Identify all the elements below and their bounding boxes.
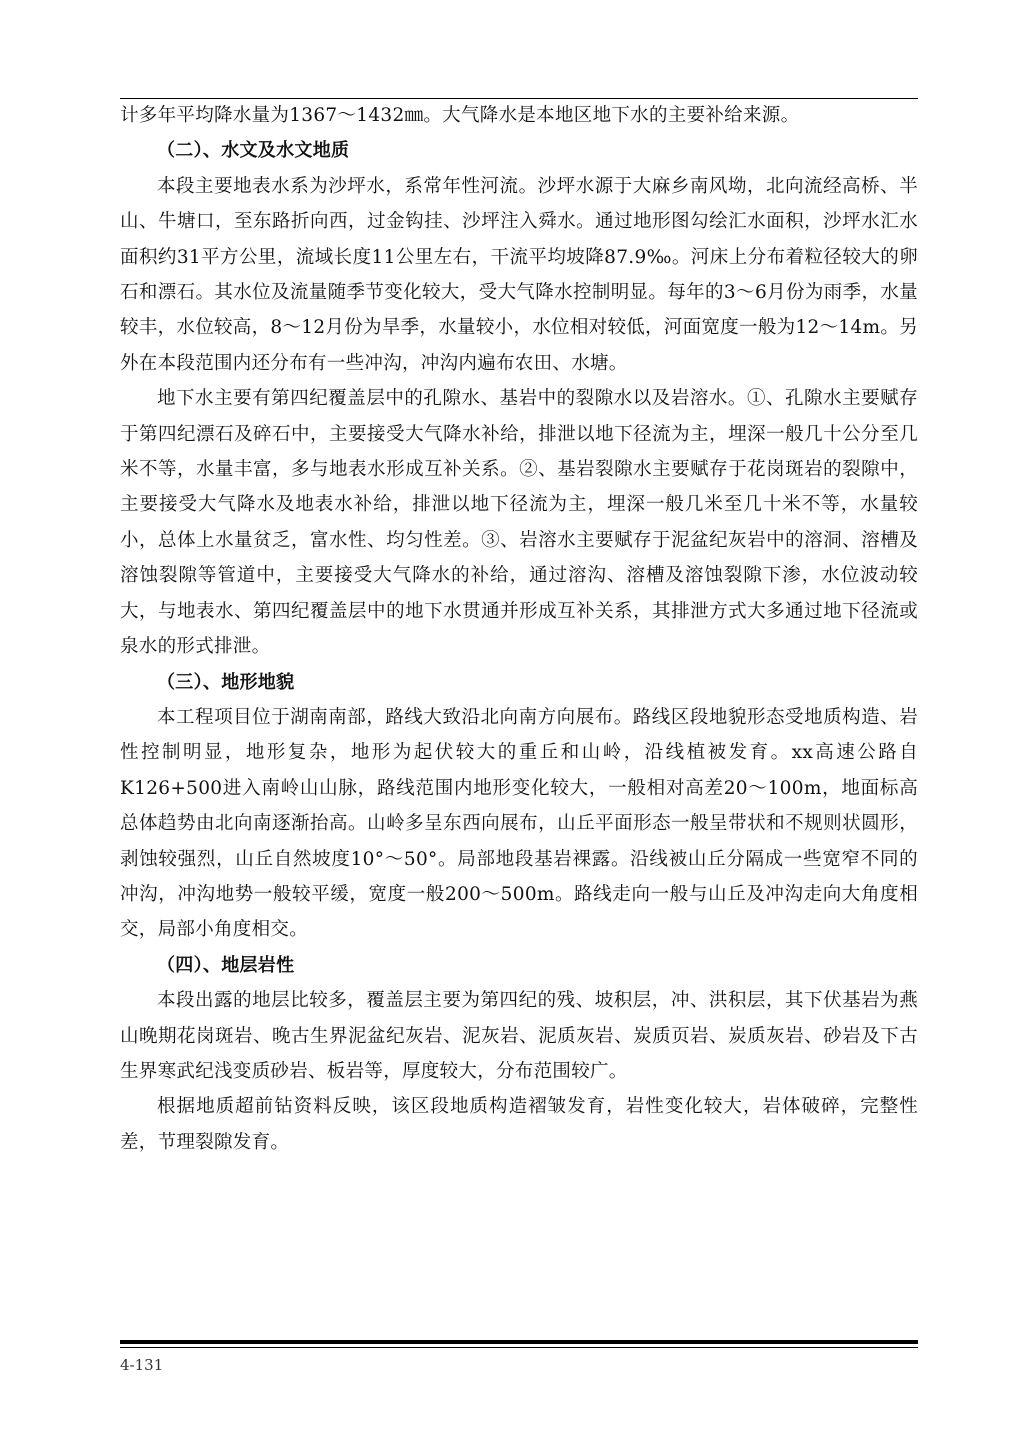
footer-rule-thick <box>120 1340 918 1344</box>
paragraph-continuation: 计多年平均降水量为1367～1432㎜。大气降水是本地区地下水的主要补给来源。 <box>120 105 800 126</box>
paragraph-drilling: 根据地质超前钻资料反映，该区段地质构造褶皱发育，岩性变化较大，岩体破碎，完整性差，节理裂隙发育。 <box>120 1096 918 1153</box>
paragraph-landform: 本工程项目位于湖南南部，路线大致沿北向南方向展布。路线区段地貌形态受地质构造、岩性控制明显，地形复杂，地形为起伏较大的重丘和山岭，沿线植被发育。xx高速公路自K126+500进入南岭山山脉，路线范围内地形变化较大，一般相对高差20～100m，地面标高总体趋势由北向南逐渐抬高。山岭多呈东西向展布，山丘平面形态一般呈带状和不规则状圆形，剥蚀较强烈，山丘自然坡度10°～50°。局部地段基岩裸露。沿线被山丘分隔成一些宽窄不同的冲沟，冲沟地势一般较平缓，宽度一般200～500m。路线走向一般与山丘及冲沟走向大角度相交，局部小角度相交。 <box>120 706 918 941</box>
paragraph-stratigraphy: 本段出露的地层比较多，覆盖层主要为第四纪的残、坡积层，冲、洪积层，其下伏基岩为燕山晚期花岗斑岩、晚古生界泥盆纪灰岩、泥灰岩、泥质灰岩、炭质页岩、炭质灰岩、砂岩及下古生界寒武纪浅变质砂岩、板岩等，厚度较大，分布范围较广。 <box>120 990 918 1082</box>
section-heading-hydrology: （二）、水文及水文地质 <box>157 140 350 162</box>
paragraph-surface-water: 本段主要地表水系为沙坪水，系常年性河流。沙坪水源于大麻乡南风坳，北向流经高桥、半山、牛塘口，至东路折向西，过金钩挂、沙坪注入舜水。通过地形图勾绘汇水面积，沙坪水汇水面积约31平方公里，流域长度11公里左右，干流平均坡降87.9‰。河床上分布着粒径较大的卵石和漂石。其水位及流量随季节变化较大，受大气降水控制明显。每年的3～6月份为雨季，水量较丰，水位较高，8～12月份为旱季，水量较小，水位相对较低，河面宽度一般为12～14m。另外在本段范围内还分布有一些冲沟，冲沟内遍布农田、水塘。 <box>120 175 918 374</box>
paragraph-groundwater: 地下水主要有第四纪覆盖层中的孔隙水、基岩中的裂隙水以及岩溶水。①、孔隙水主要赋存于第四纪漂石及碎石中，主要接受大气降水补给，排泄以地下径流为主，埋深一般几十公分至几米不等，水量丰富，多与地表水形成互补关系。②、基岩裂隙水主要赋存于花岗斑岩的裂隙中，主要接受大气降水及地表水补给，排泄以地下径流为主，埋深一般几米至几十米不等，水量较小，总体上水量贫乏，富水性、均匀性差。③、岩溶水主要赋存于泥盆纪灰岩中的溶洞、溶槽及溶蚀裂隙等管道中，主要接受大气降水的补给，通过溶沟、溶槽及溶蚀裂隙下渗，水位波动较大，与地表水、第四纪覆盖层中的地下水贯通并形成互补关系，其排泄方式大多通过地下径流或泉水的形式排泄。 <box>120 388 918 658</box>
section-heading-landform: （三）、地形地貌 <box>157 671 295 693</box>
page-number: 4-131 <box>120 1356 164 1374</box>
body-text <box>120 98 918 1160</box>
footer-rule-thin <box>120 1347 918 1348</box>
section-heading-stratigraphy: （四）、地层岩性 <box>157 954 295 976</box>
